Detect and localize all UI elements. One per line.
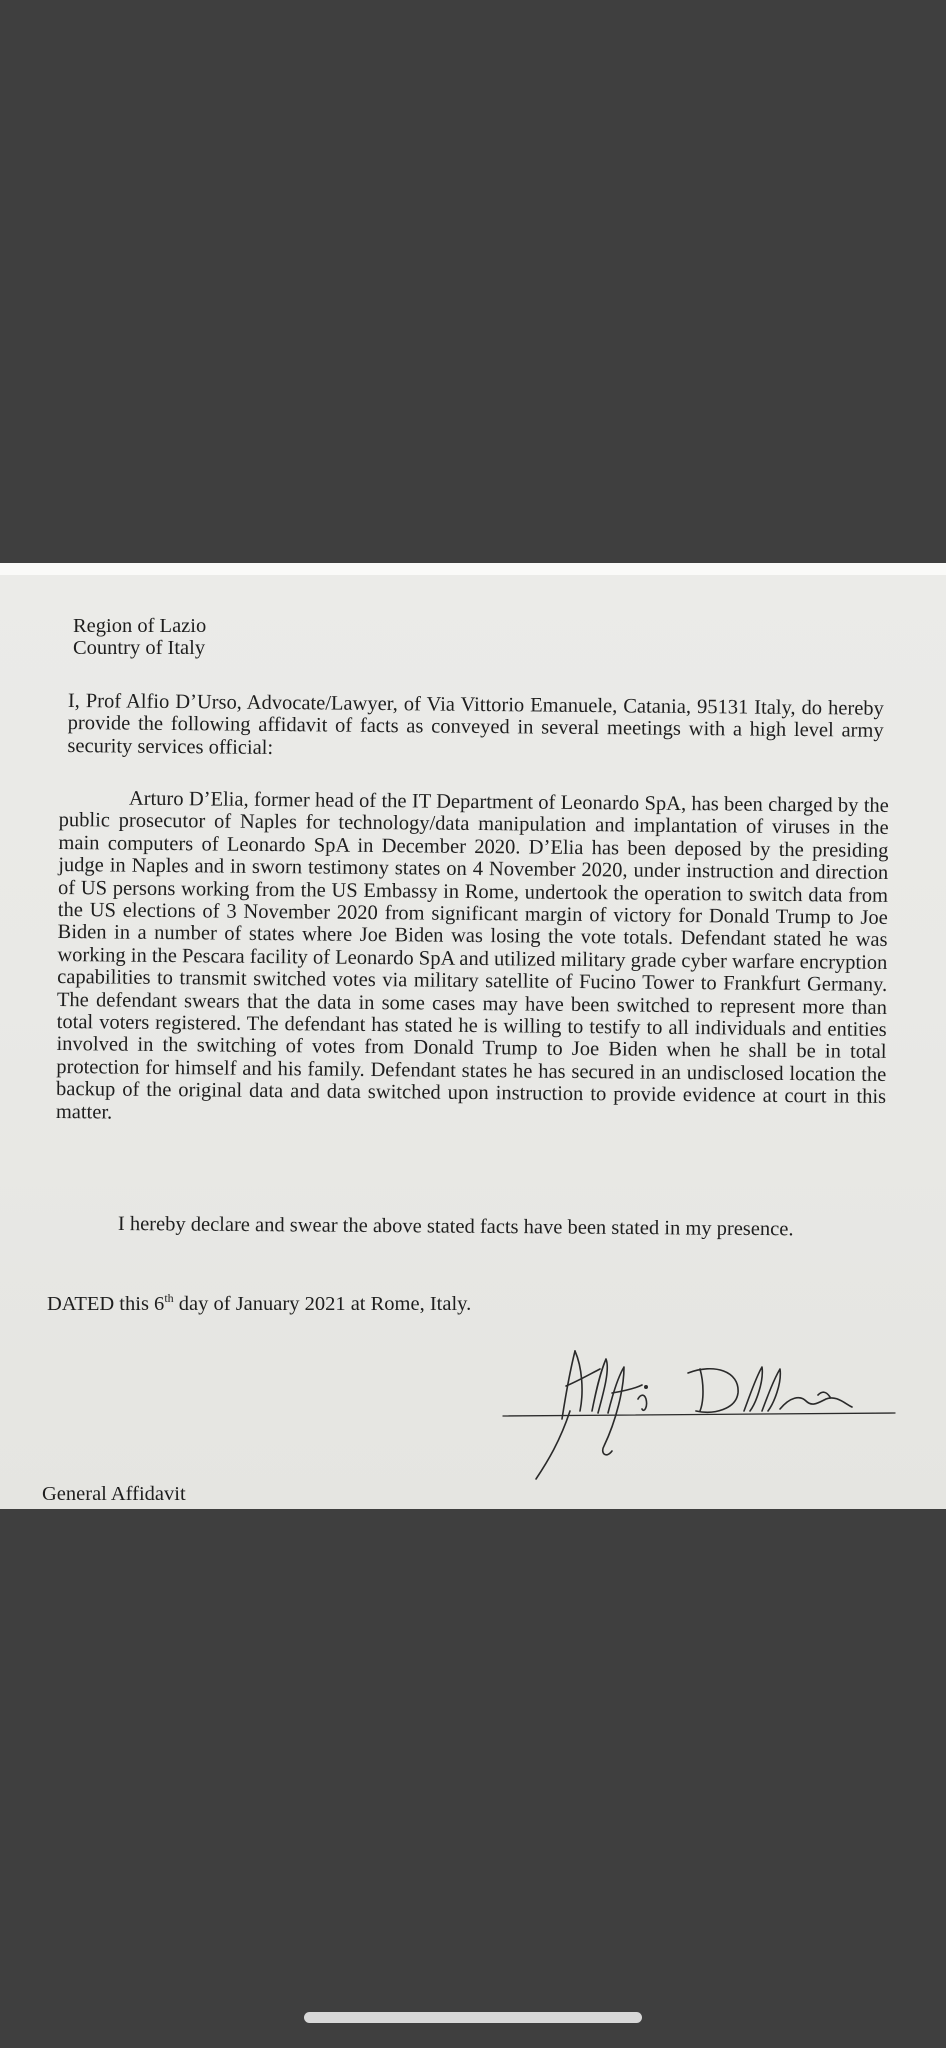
body-paragraph: Arturo D’Elia, former head of the IT Department of Leonardo SpA, has been charged by the public prosecutor of Naples for technology/data manipulation and implantation of viruses in the main computers of Leonardo SpA in December 2020. D’Elia has been deposed by the presiding judge in Naples and in sworn testimony states on 4 November 2020, under instruction and direction of US persons working from the US Embassy in Rome, undertook the operation to switch data from the US elections of 3 November 2020 from significant margin of victory for Donald Trump to Joe Biden in a number of states where Joe Biden was losing the vote totals. Defendant stated he was working in the Pescara facility of Leonardo SpA and utilized military grade cyber warfare encryption capabilities to transmit switched votes via military satellite of Fucino Tower to Frankfurt Germany. The defendant swears that the data in some cases may have been switched to represent more than total voters registered. The defendant has stated he is willing to testify to all individuals and entities involved in the switching of votes from Donald Trump to Joe Biden when he shall be in total protection for himself and his family. Defendant states he has secured in an undisclosed location the backup of the original data and data switched upon instruction to provide evidence at court in this matter. xyxy=(55,787,889,1124)
dated-line xyxy=(47,1293,471,1315)
dated-prefix: DATED this 6 xyxy=(47,1293,165,1315)
region-header xyxy=(73,615,206,660)
dated-ordinal: th xyxy=(164,1291,174,1305)
paper-top-edge xyxy=(0,563,946,575)
affidavit-photo xyxy=(0,563,946,1509)
country-line: Country of Italy xyxy=(73,637,206,660)
home-indicator[interactable] xyxy=(304,2012,642,2023)
region-line: Region of Lazio xyxy=(73,615,207,637)
handwritten-signature xyxy=(500,1311,900,1481)
footer-label: General Affidavit xyxy=(42,1483,186,1505)
intro-paragraph: I, Prof Alfio D’Urso, Advocate/Lawyer, of Via Vittorio Emanuele, Catania, 95131 Italy, do hereby provide the following affidavit of facts as conveyed in several meetings with a high level army security services official: xyxy=(67,690,884,759)
declaration-line: I hereby declare and swear the above stated facts have been stated in my presence. xyxy=(117,1213,794,1241)
dated-rest: day of January 2021 at Rome, Italy. xyxy=(173,1293,472,1315)
